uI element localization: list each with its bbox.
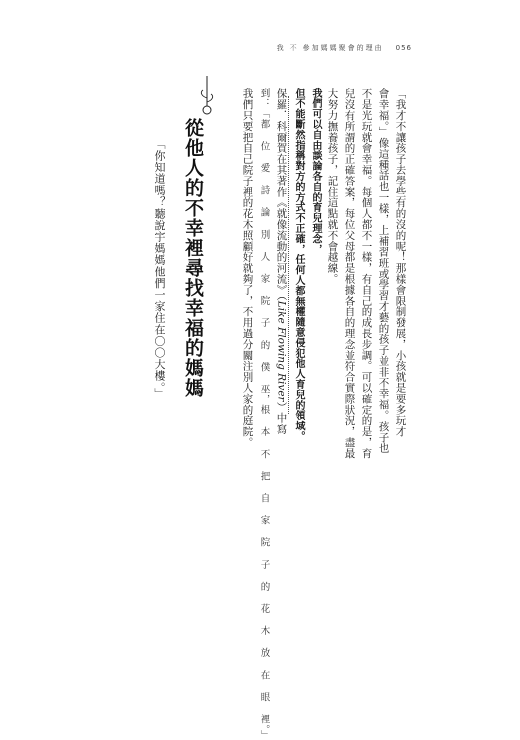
citation-column-3: 我們只要把自己院子裡的花木照顧好就夠了，不用過分關注別人家的庭院。 [241,88,254,448]
emphasis-column-1: 我們可以自由談論各自的育兒理念， [310,88,321,255]
section-heading: 從他人的不幸裡尋找幸福的媽媽 [182,118,204,398]
body-column-4: 兒沒有所謂的正確答案，每位父母都是根據各自的理念並符合實際狀況，盡最 [343,88,356,459]
dotted-rule [288,96,289,414]
running-header-part2: 參加媽媽聚會的理由 [302,44,384,52]
citation-text-before: 保羅．科爾賀在其著作《就像流動的河流》（ [275,88,288,301]
body-column-5: 大努力撫養孩子，記住這點就不會越線。 [326,88,339,285]
body-column-2: 會幸福。」像這種話也一樣，上補習班或學習才藝的孩子並非不幸福。孩子也 [377,88,390,454]
ornament-icon [198,76,216,116]
body-column-1: 「我才不讓孩子去學些有的沒的呢！那樣會限制發展，小孩就是要多玩才 [394,88,407,437]
book-title-english: Like Flowing River [275,300,288,402]
emphasis-column-2: 但不能斷然指稱對方的方式不正確，任何人都無權隨意侵犯他人育兒的領域。 [293,88,304,442]
lead-quote: 「你知道嗎？聽說宇媽媽他們一家住在〇〇大樓。」 [153,138,166,400]
citation-column-1 [275,88,288,435]
running-header-part1: 我 [276,44,286,52]
running-header [277,43,412,53]
citation-text-after: ）中寫 [275,401,288,435]
page-number: 056 [395,44,412,52]
running-header-separator: 不 [289,44,299,52]
citation-column-2: 到：「都 位 愛 詩 論 別 人 家 院 子 的 僕 巫，根 本 不 把 自 家 院 子 的 花 木 放 在 眼 裡。」 [258,88,270,740]
body-column-3: 不是光玩就會幸福。每個人都不一樣，有自己的成長步調。可以確定的是，育 [360,88,373,459]
